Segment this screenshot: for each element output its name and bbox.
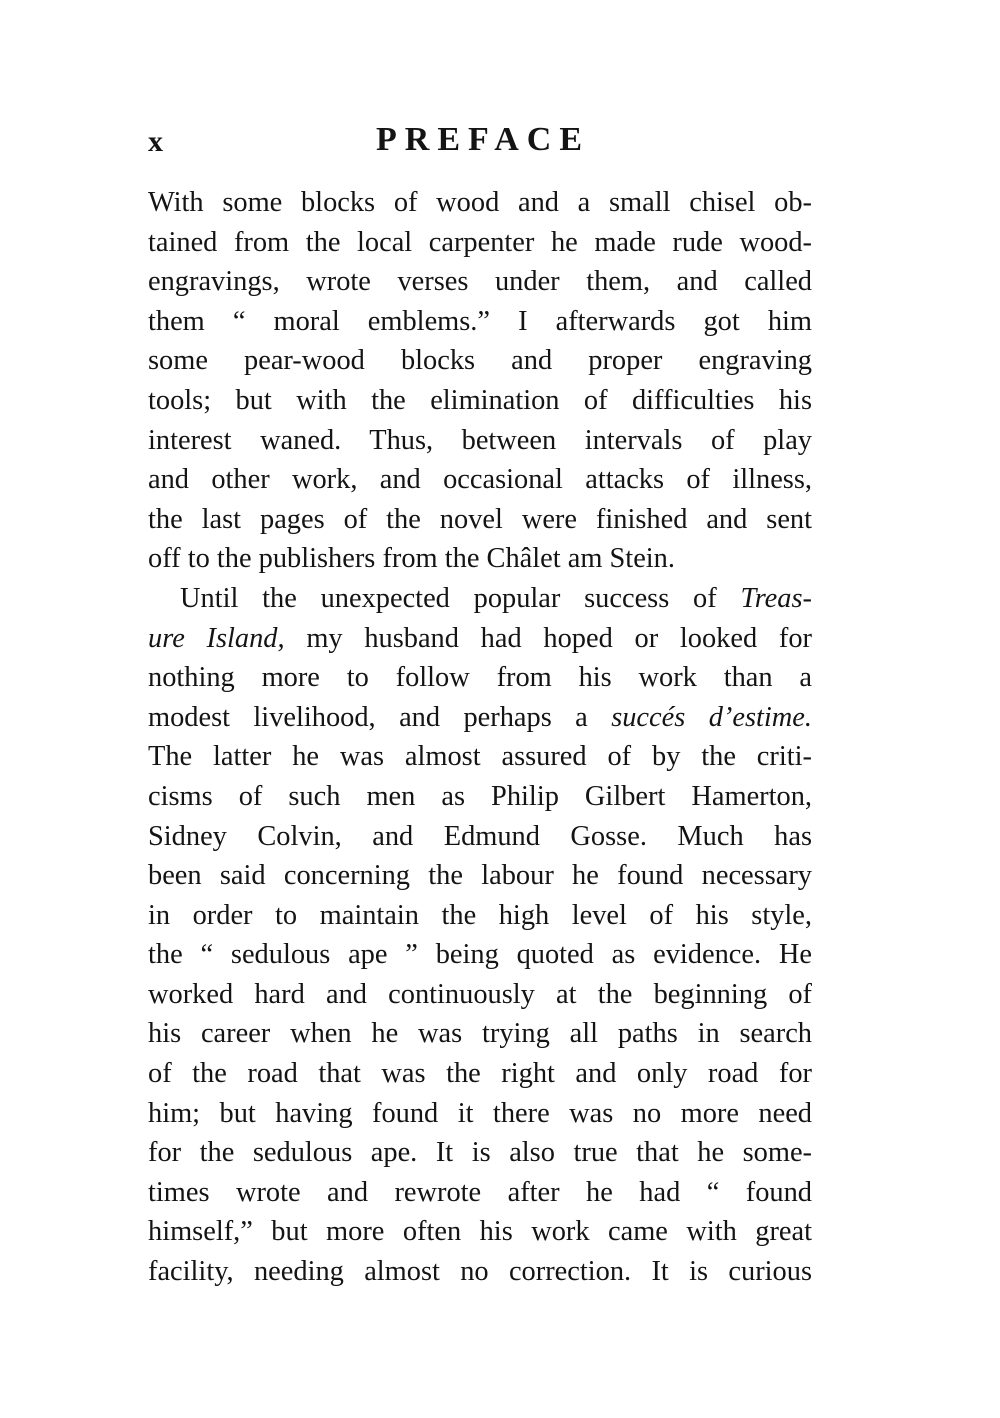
text-run: Until the unexpected popular success of	[180, 582, 741, 614]
text-line: for the sedulous ape. It is also true that he some-	[148, 1137, 812, 1169]
text-line: his career when he was trying all paths in search	[148, 1018, 812, 1050]
text-line: some pear-wood blocks and proper engraving	[148, 345, 812, 377]
body-text	[148, 183, 812, 1292]
page-number: x	[148, 125, 163, 158]
text-line: worked hard and continuously at the beginning of	[148, 978, 812, 1010]
text-line: interest waned. Thus, between intervals of play	[148, 424, 812, 456]
italic-title: ure Island,	[148, 622, 285, 654]
text-line: been said concerning the labour he found necessary	[148, 860, 812, 892]
text-line: off to the publishers from the Châlet am Stein.	[148, 543, 675, 575]
text-line: of the road that was the right and only road for	[148, 1058, 812, 1090]
text-line: Sidney Colvin, and Edmund Gosse. Much has	[148, 820, 812, 852]
text-line: The latter he was almost assured of by the criti-	[148, 741, 812, 773]
text-line: nothing more to follow from his work than a	[148, 662, 812, 694]
text-line: engravings, wrote verses under them, and called	[148, 266, 812, 298]
text-line: cisms of such men as Philip Gilbert Hamerton,	[148, 780, 812, 812]
text-line	[148, 698, 812, 738]
text-line: him; but having found it there was no more need	[148, 1097, 812, 1129]
italic-title: Treas-	[740, 582, 812, 614]
text-line: times wrote and rewrote after he had “ found	[148, 1176, 812, 1208]
text-run: my husband had hoped or looked for	[284, 622, 812, 654]
text-line	[148, 619, 812, 659]
text-line: With some blocks of wood and a small chisel ob-	[148, 187, 812, 218]
text-run: modest livelihood, and perhaps a	[148, 701, 612, 733]
text-line: in order to maintain the high level of his style,	[148, 899, 812, 931]
text-line	[148, 579, 812, 619]
text-line: facility, needing almost no correction. It is curious	[148, 1256, 812, 1288]
paragraph-2	[148, 579, 812, 1292]
text-line: tained from the local carpenter he made rude wood-	[148, 226, 812, 258]
italic-phrase: succés d’estime.	[611, 701, 812, 733]
text-line: tools; but with the elimination of difficulties his	[148, 384, 812, 416]
text-line: and other work, and occasional attacks of illness,	[148, 464, 812, 496]
paragraph-1	[148, 183, 812, 579]
text-line: the “ sedulous ape ” being quoted as evidence. He	[148, 939, 812, 971]
running-title: PREFACE	[376, 121, 591, 158]
text-line: the last pages of the novel were finished and sent	[148, 503, 812, 535]
text-line: himself,” but more often his work came with great	[148, 1216, 812, 1248]
text-line: them “ moral emblems.” I afterwards got him	[148, 305, 812, 337]
page-header	[148, 118, 812, 162]
